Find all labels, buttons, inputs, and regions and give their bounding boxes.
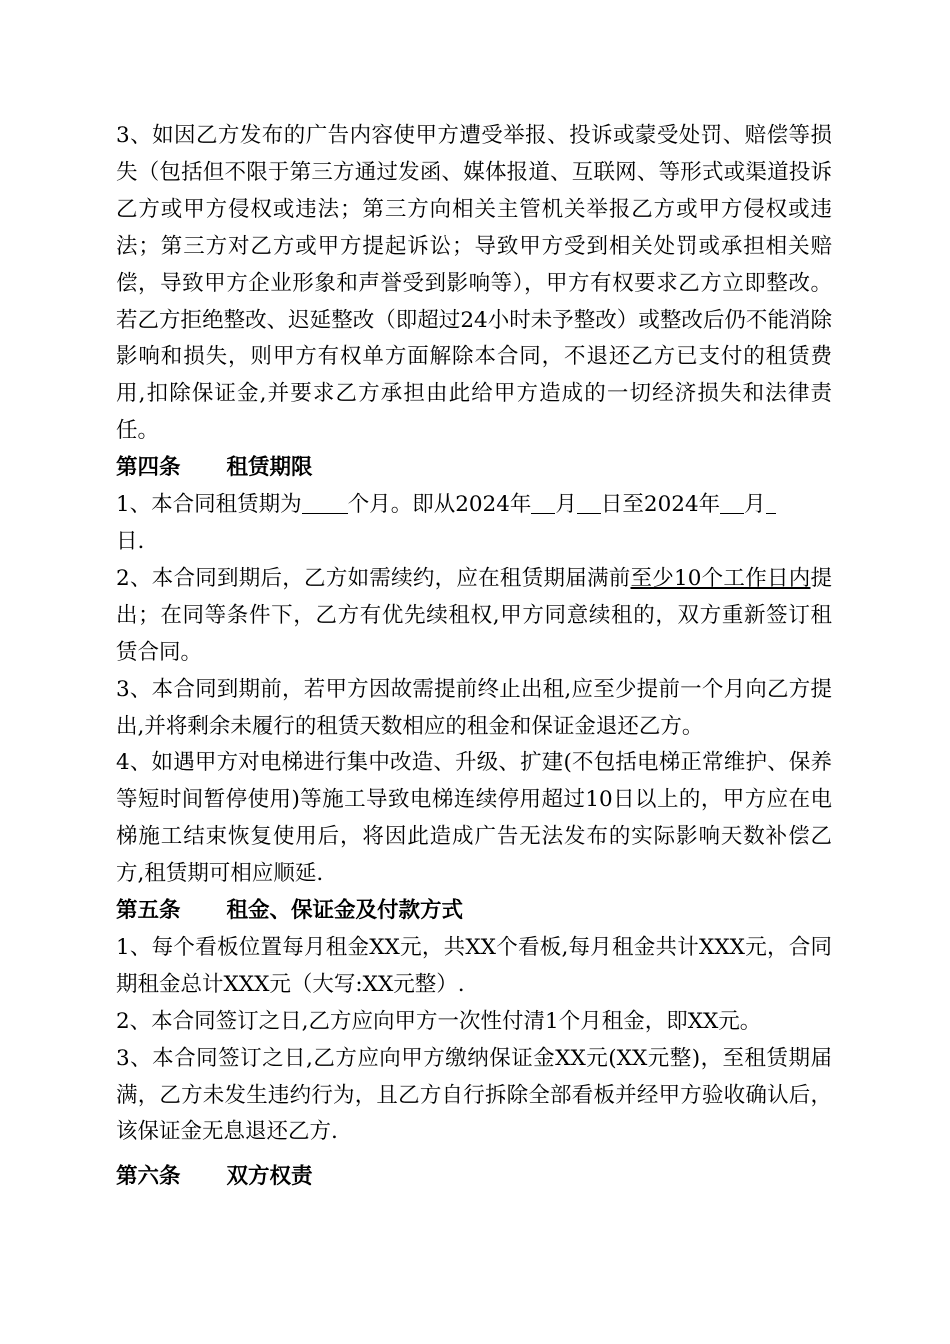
article6-number: 第六条 <box>116 1164 181 1190</box>
article4-item1-text-e: 月 <box>744 492 766 518</box>
article6-heading <box>116 1159 832 1196</box>
blank-start-month <box>531 492 555 515</box>
article4-item1-text-f: 日. <box>116 528 145 554</box>
article4-heading <box>116 450 832 487</box>
blank-end-month <box>720 492 744 515</box>
article4-item1-text-a: 1、本合同租赁期为 <box>116 492 302 518</box>
blank-start-day <box>577 492 601 515</box>
article6-title: 双方权责 <box>226 1164 313 1190</box>
article5-item2-paragraph: 2、本合同签订之日,乙方应向甲方一次性付清1个月租金，即XX元。 <box>116 1008 762 1034</box>
article5-item3-paragraph: 3、本合同签订之日,乙方应向甲方缴纳保证金XX元(XX元整)，至租赁期届满，乙方未发生违约行为，且乙方自行拆除全部看板并经甲方验收确认后，该保证金无息退还乙方. <box>116 1045 832 1145</box>
article4-item4-paragraph: 4、如遇甲方对电梯进行集中改造、升级、扩建(不包括电梯正常维护、保养等短时间暂停使用)等施工导致电梯连续停用超过10日以上的，甲方应在电梯施工结束恢复使用后，将因此造成广告无法发布的实际影响天数补偿乙方,租赁期可相应顺延. <box>116 750 832 887</box>
document-page <box>116 118 832 1196</box>
article5-title: 租金、保证金及付款方式 <box>226 898 464 924</box>
article5-heading <box>116 893 832 930</box>
article4-item3-paragraph: 3、本合同到期前，若甲方因故需提前终止出租,应至少提前一个月向乙方提出,并将剩余未履行的租赁天数相应的租金和保证金退还乙方。 <box>116 676 832 739</box>
article4-title: 租赁期限 <box>226 455 313 481</box>
article4-item2-paragraph <box>116 561 832 672</box>
article5-item1-paragraph: 1、每个看板位置每月租金XX元，共XX个看板,每月租金共计XXX元，合同期租金总计XXX元（大写:XX元整）. <box>116 934 832 997</box>
article4-item2-text-a: 2、本合同到期后，乙方如需续约，应在租赁期届满前 <box>116 565 631 591</box>
article4-item1-text-b: 个月。即从2024年 <box>347 492 532 518</box>
article3-item3-paragraph: 3、如因乙方发布的广告内容使甲方遭受举报、投诉或蒙受处罚、赔偿等损失（包括但不限于第三方通过发函、媒体报道、互联网、等形式或渠道投诉乙方或甲方侵权或违法；第三方向相关主管机关举报乙方或甲方侵权或违法；第三方对乙方或甲方提起诉讼；导致甲方受到相关处罚或承担相关赔偿，导致甲方企业形象和声誉受到影响等），甲方有权要求乙方立即整改。若乙方拒绝整改、迟延整改（即超过24小时未予整改）或整改后仍不能消除影响和损失，则甲方有权单方面解除本合同，不退还乙方已支付的租赁费用,扣除保证金,并要求乙方承担由此给甲方造成的一切经济损失和法律责任。 <box>116 123 832 444</box>
article4-item1-text-d: 日至2024年 <box>600 492 721 518</box>
article4-number: 第四条 <box>116 455 181 481</box>
article5-number: 第五条 <box>116 898 181 924</box>
article4-item1-text-c: 月 <box>555 492 577 518</box>
blank-months <box>302 492 348 515</box>
article4-item2-text-b: 提出；在同等条件下，乙方有优先续租权,甲方同意续租的，双方重新签订租赁合同。 <box>116 565 832 665</box>
article4-item2-underlined: 至少10个工作日内 <box>630 565 811 591</box>
article4-item1-paragraph <box>116 487 832 561</box>
blank-end-day <box>766 492 776 515</box>
